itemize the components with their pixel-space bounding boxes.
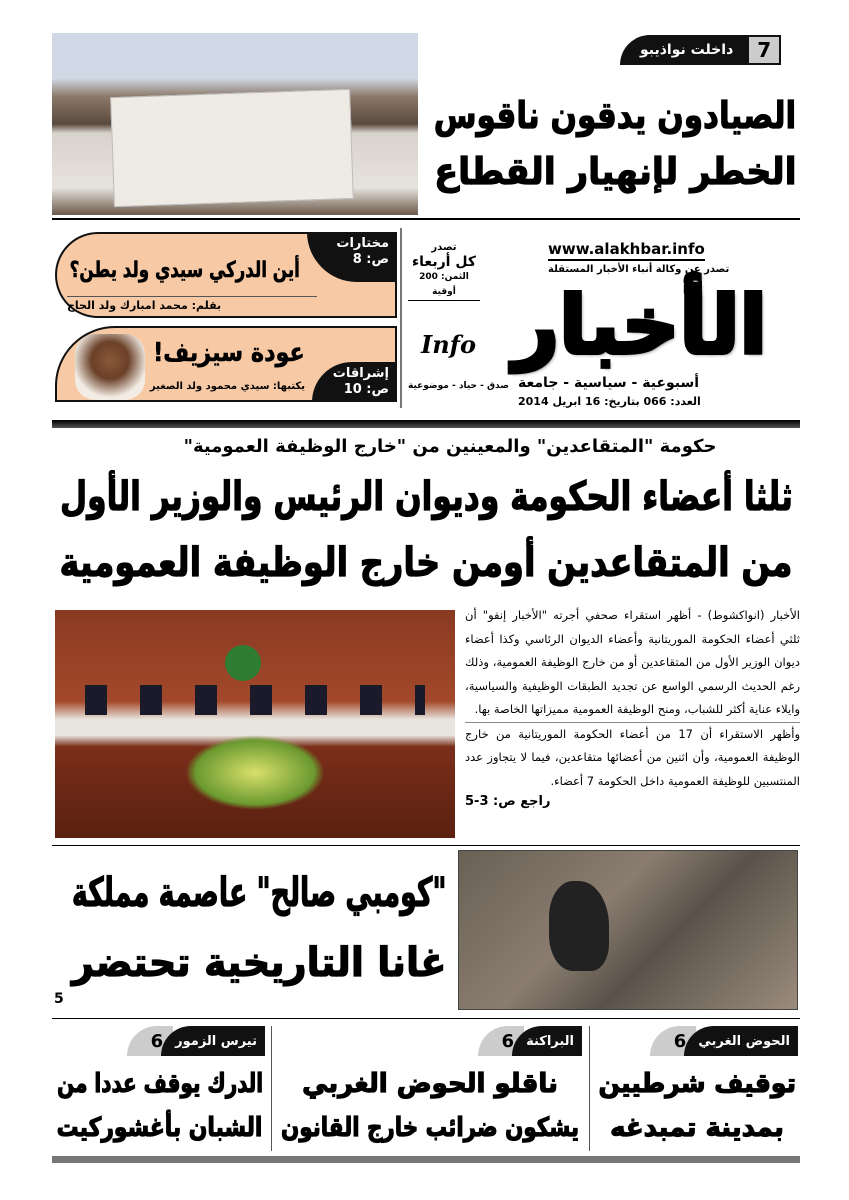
article-paragraph: وأظهر الاستقراء أن 17 من أعضاء الحكومة الموريتانية من خارج الوظيفة العمومية، وأن اثنين من أعضائها متقاعدين، فيما لا يتجاوز عدد المنتسبين للوظيفة العمومية داخل الحكومة 7 أعضاء. xyxy=(465,726,800,788)
protest-photo xyxy=(52,33,418,215)
price: الثمن: 200 أوقية xyxy=(408,270,480,301)
thick-divider xyxy=(52,420,800,428)
publisher-line: تصدر عن وكالة أنباء الأخبار المستقلة xyxy=(548,264,730,275)
lead-article xyxy=(465,604,800,811)
teaser-section: إشراقات xyxy=(332,366,389,381)
teaser-page: ص: 8 xyxy=(352,252,389,267)
page-number: 7 xyxy=(747,35,781,65)
teaser-byline: يكتبها: سيدي محمود ولد الصغير xyxy=(149,381,305,392)
teaser-box-1 xyxy=(55,232,397,318)
motto: صدق - حياد - موضوعية xyxy=(408,381,509,391)
page-number: 6 xyxy=(650,1026,697,1056)
section-tab-nouadhibou xyxy=(620,35,781,65)
feature-page: 5 xyxy=(54,991,64,1007)
section-label: البراكنة xyxy=(512,1026,582,1056)
continued-reference[interactable]: راجع ص: 3-5 xyxy=(465,794,551,809)
tagline: أسبوعية - سياسية - جامعة xyxy=(518,375,700,391)
bottom-story-3[interactable] xyxy=(55,1026,265,1151)
columnist-photo xyxy=(75,334,145,400)
teaser-box-2 xyxy=(55,326,397,402)
top-headline-line1: الصيادون يدقون ناقوس xyxy=(433,94,797,137)
bottom-story-2[interactable] xyxy=(278,1026,582,1151)
page-number: 6 xyxy=(127,1026,174,1056)
story-line1: ناقلو الحوض الغربي xyxy=(302,1069,558,1099)
feature-headline-line2[interactable]: غانا التاريخية تحتضر xyxy=(71,940,447,986)
lead-headline-line1[interactable]: ثلثا أعضاء الحكومة وديوان الرئيس والوزير الأول xyxy=(59,474,793,520)
section-label: داخلت نواذيبو xyxy=(620,35,747,65)
frequency: كل أربعاء xyxy=(412,254,476,270)
divider xyxy=(52,1018,800,1019)
footer-bar xyxy=(52,1156,800,1163)
logo xyxy=(480,280,800,372)
story-line1: الدرك يوقف عددا من xyxy=(57,1069,263,1099)
section-label: الحوض الغربي xyxy=(684,1026,798,1056)
story-line2: الشبان بأغشوركيت xyxy=(57,1113,263,1143)
story-line1: توقيف شرطيين xyxy=(598,1069,796,1099)
section-label: تيرس الزمور xyxy=(161,1026,265,1056)
divider xyxy=(52,218,800,220)
logo-info: Info xyxy=(421,330,477,359)
website-url[interactable]: www.alakhbar.info xyxy=(548,240,705,261)
logo-text: الأخبار xyxy=(513,279,767,372)
government-meeting-photo xyxy=(55,610,455,838)
ruins-photo xyxy=(458,850,798,1010)
teaser-page: ص: 10 xyxy=(343,382,389,397)
page-number: 6 xyxy=(478,1026,525,1056)
teaser-section: مختارات xyxy=(336,236,389,251)
frequency-label: تصدر xyxy=(431,242,457,253)
teaser-byline: بقلم: محمد امبارك ولد الحاج xyxy=(67,296,317,312)
story-line2: يشكون ضرائب خارج القانون xyxy=(281,1113,580,1143)
teaser-title[interactable]: عودة سيزيف! xyxy=(153,338,305,368)
lead-headline-line2[interactable]: من المتقاعدين أومن خارج الوظيفة العمومية xyxy=(59,540,793,586)
bottom-story-1[interactable] xyxy=(596,1026,798,1151)
article-paragraph: الأخبار (انواكشوط) - أظهر استقراء صحفي أجرته "الأخبار إنفو" أن ثلثي أعضاء الحكومة الموريتانية وأعضاء الديوان الرئاسي وكذا أعضاء ديوان الوزير الأول من المتقاعدين أو من خارج الوظيفة العمومية، وذلك رغم الحديث الرسمي الواسع عن تجديد الطبقات الوظيفية والسياسية، وايلاء عناية أكثر للشباب، ومنح الوظيفة العمومية مميزاتها الخاصة بها. xyxy=(465,604,800,723)
story-line2: بمدينة تمبدغه xyxy=(610,1113,784,1143)
teaser-title[interactable]: أين الدركي سيدي ولد يطن؟ xyxy=(69,258,300,283)
issue-date: العدد: 066 بتاريخ: 16 ابريل 2014 xyxy=(518,395,701,408)
divider xyxy=(52,845,800,846)
feature-headline-line1[interactable]: "كومبي صالح" عاصمة مملكة xyxy=(71,870,447,916)
top-headline-line2: الخطر لإنهيار القطاع xyxy=(433,150,797,193)
lead-kicker: حكومة "المتقاعدين" والمعينين من "خارج الوظيفة العمومية" xyxy=(183,436,717,457)
